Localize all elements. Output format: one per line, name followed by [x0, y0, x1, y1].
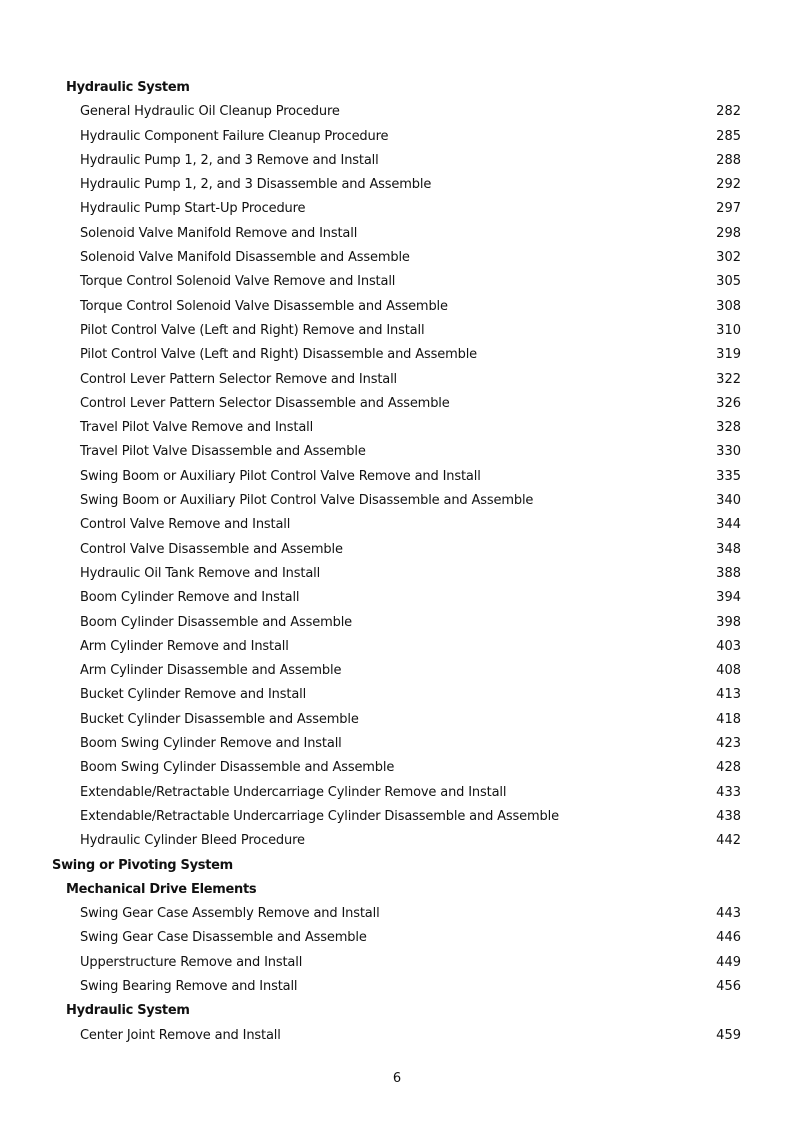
toc-entry: [0, 465, 794, 489]
toc-entry-page: 456: [716, 978, 741, 994]
toc-entry: [0, 829, 794, 853]
toc-entry-page: 319: [716, 347, 741, 363]
toc-entry-title: Hydraulic System: [66, 1003, 190, 1019]
toc-entry-page: 330: [716, 444, 741, 460]
toc-entry-page: 433: [716, 784, 741, 800]
toc-entry: [0, 586, 794, 610]
toc-entry: [0, 732, 794, 756]
toc-entry-page: 308: [716, 298, 741, 314]
toc-entry-page: 459: [716, 1027, 741, 1043]
toc-entry-page: 310: [716, 322, 741, 338]
toc-entry: [0, 538, 794, 562]
toc-entry: [0, 149, 794, 173]
toc-entry-page: 326: [716, 395, 741, 411]
toc-entry-title: Extendable/Retractable Undercarriage Cylinder Disassemble and Assemble: [80, 808, 559, 824]
toc-entry-title: Arm Cylinder Disassemble and Assemble: [80, 663, 342, 679]
toc-entry-page: 335: [716, 468, 741, 484]
toc-entry: [0, 246, 794, 270]
toc-entry-page: 388: [716, 565, 741, 581]
toc-entry-title: Control Valve Remove and Install: [80, 517, 291, 533]
toc-entry-page: 449: [716, 954, 741, 970]
toc-entry: [0, 756, 794, 780]
toc-entry: [0, 295, 794, 319]
toc-entry-page: 288: [716, 152, 741, 168]
toc-entry-page: 348: [716, 541, 741, 557]
toc-entry: [0, 100, 794, 124]
toc-section-heading: [0, 76, 794, 100]
toc-entry-title: Control Valve Disassemble and Assemble: [80, 541, 343, 557]
toc-entry-page: 442: [716, 833, 741, 849]
toc-entry-title: General Hydraulic Oil Cleanup Procedure: [80, 104, 340, 120]
toc-entry-page: 340: [716, 493, 741, 509]
toc-entry: [0, 440, 794, 464]
toc-entry-page: 403: [716, 638, 741, 654]
toc-entry-title: Swing Boom or Auxiliary Pilot Control Valve Disassemble and Assemble: [80, 493, 534, 509]
toc-entry-page: 322: [716, 371, 741, 387]
toc-entry-title: Hydraulic Component Failure Cleanup Procedure: [80, 128, 389, 144]
toc-entry-page: 285: [716, 128, 741, 144]
toc-entry-title: Travel Pilot Valve Remove and Install: [80, 420, 314, 436]
page-number: 6: [392, 1071, 402, 1086]
toc-entry-title: Boom Swing Cylinder Disassemble and Assemble: [80, 760, 395, 776]
toc-section-heading: [0, 854, 794, 878]
toc-entry-title: Center Joint Remove and Install: [80, 1027, 281, 1043]
toc-entry-page: 302: [716, 250, 741, 266]
toc-entry: [0, 562, 794, 586]
toc-entry: [0, 926, 794, 950]
toc-entry-title: Solenoid Valve Manifold Remove and Install: [80, 225, 358, 241]
toc-entry-title: Hydraulic Pump 1, 2, and 3 Remove and Install: [80, 152, 379, 168]
toc-entry-title: Solenoid Valve Manifold Disassemble and Assemble: [80, 250, 410, 266]
toc-section-heading: [0, 878, 794, 902]
toc-entry: [0, 125, 794, 149]
toc-entry-title: Swing Gear Case Assembly Remove and Install: [80, 906, 380, 922]
toc-entry-title: Torque Control Solenoid Valve Remove and Install: [80, 274, 396, 290]
toc-entry: [0, 173, 794, 197]
toc-entry-title: Pilot Control Valve (Left and Right) Remove and Install: [80, 322, 425, 338]
toc-section-heading: [0, 999, 794, 1023]
toc-entry-title: Control Lever Pattern Selector Remove and Install: [80, 371, 398, 387]
toc-entry-title: Swing Boom or Auxiliary Pilot Control Valve Remove and Install: [80, 468, 481, 484]
toc-entry: [0, 805, 794, 829]
toc-entry-title: Mechanical Drive Elements: [66, 881, 257, 897]
toc-entry: [0, 392, 794, 416]
toc-entry-title: Boom Cylinder Disassemble and Assemble: [80, 614, 352, 630]
toc-entry: [0, 270, 794, 294]
toc-entry-page: 282: [716, 104, 741, 120]
toc-entry-title: Extendable/Retractable Undercarriage Cylinder Remove and Install: [80, 784, 507, 800]
toc-entry-title: Swing Gear Case Disassemble and Assemble: [80, 930, 367, 946]
toc-entry: [0, 416, 794, 440]
toc-entry: [0, 902, 794, 926]
toc-entry: [0, 513, 794, 537]
toc-entry: [0, 781, 794, 805]
toc-entry-title: Pilot Control Valve (Left and Right) Disassemble and Assemble: [80, 347, 478, 363]
toc-entry: [0, 951, 794, 975]
toc-entry-page: 297: [716, 201, 741, 217]
toc-entry-title: Torque Control Solenoid Valve Disassemble and Assemble: [80, 298, 448, 314]
toc-entry-page: 394: [716, 590, 741, 606]
toc-entry-page: 438: [716, 808, 741, 824]
toc-entry-title: Control Lever Pattern Selector Disassemble and Assemble: [80, 395, 450, 411]
toc-entry-page: 328: [716, 420, 741, 436]
toc-entry: [0, 708, 794, 732]
toc-entry-page: 398: [716, 614, 741, 630]
toc-entry: [0, 222, 794, 246]
toc-entry: [0, 343, 794, 367]
toc-entry-page: 344: [716, 517, 741, 533]
toc-entry-title: Arm Cylinder Remove and Install: [80, 638, 289, 654]
toc-entry: [0, 489, 794, 513]
toc-entry-title: Hydraulic System: [66, 80, 190, 95]
toc-entry: [0, 683, 794, 707]
toc-entry-page: 428: [716, 760, 741, 776]
toc-entry-title: Bucket Cylinder Disassemble and Assemble: [80, 711, 359, 727]
toc-entry-title: Hydraulic Oil Tank Remove and Install: [80, 565, 321, 581]
toc-entry: [0, 635, 794, 659]
toc-entry: [0, 197, 794, 221]
toc-entry-page: 408: [716, 663, 741, 679]
toc-entry-page: 298: [716, 225, 741, 241]
toc-entry-title: Boom Swing Cylinder Remove and Install: [80, 736, 342, 752]
toc-entry-title: Bucket Cylinder Remove and Install: [80, 687, 307, 703]
toc-entry-title: Hydraulic Pump Start-Up Procedure: [80, 201, 306, 217]
toc-entry-page: 305: [716, 274, 741, 290]
toc-entry-title: Hydraulic Cylinder Bleed Procedure: [80, 833, 305, 849]
toc-entry-page: 446: [716, 930, 741, 946]
toc-entry-page: 292: [716, 177, 741, 193]
toc-entry-page: 413: [716, 687, 741, 703]
toc-entry: [0, 975, 794, 999]
toc-entry-title: Travel Pilot Valve Disassemble and Assemble: [80, 444, 366, 460]
table-of-contents: [0, 76, 794, 1048]
toc-entry: [0, 368, 794, 392]
toc-entry-page: 418: [716, 711, 741, 727]
toc-entry: [0, 1024, 794, 1048]
toc-entry-title: Swing or Pivoting System: [52, 857, 233, 873]
toc-entry-page: 443: [716, 906, 741, 922]
toc-entry: [0, 319, 794, 343]
toc-entry-title: Swing Bearing Remove and Install: [80, 978, 298, 994]
toc-entry-title: Upperstructure Remove and Install: [80, 954, 303, 970]
toc-entry-title: Boom Cylinder Remove and Install: [80, 590, 300, 606]
toc-entry-title: Hydraulic Pump 1, 2, and 3 Disassemble and Assemble: [80, 177, 432, 193]
toc-entry-page: 423: [716, 736, 741, 752]
toc-entry: [0, 611, 794, 635]
toc-entry: [0, 659, 794, 683]
